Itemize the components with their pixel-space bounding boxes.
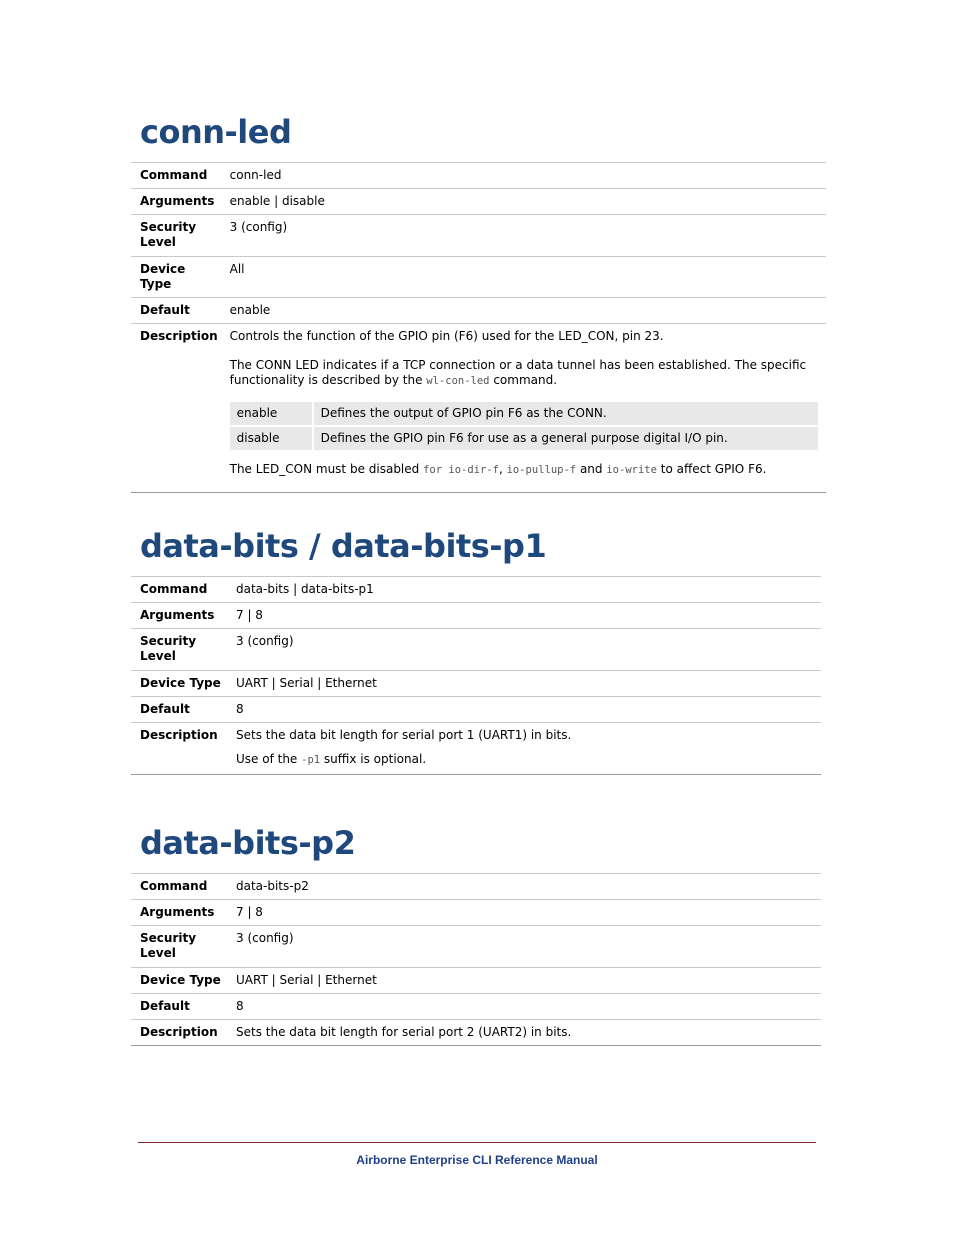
row-label: Description [131, 723, 230, 775]
table-row [131, 926, 821, 968]
row-label: Command [131, 874, 230, 900]
command-spec-table [131, 162, 826, 493]
row-value: enable [224, 298, 826, 324]
row-value: data-bits-p2 [230, 874, 821, 900]
row-value: UART | Serial | Ethernet [230, 968, 821, 994]
row-value: 7 | 8 [230, 900, 821, 926]
option-name: enable [230, 402, 312, 425]
option-description: Defines the output of GPIO pin F6 as the CONN. [314, 402, 818, 425]
row-value: 7 | 8 [230, 603, 821, 629]
row-value: data-bits | data-bits-p1 [230, 577, 821, 603]
table-row [131, 215, 826, 257]
row-label: Security Level [131, 215, 224, 257]
table-row [131, 257, 826, 298]
table-row [131, 874, 821, 900]
row-value: 3 (config) [230, 926, 821, 968]
description-cell [224, 324, 826, 493]
table-row [131, 629, 821, 671]
text-fragment: to affect GPIO F6. [656, 462, 767, 476]
command-spec-table [131, 873, 821, 1046]
table-row [131, 603, 821, 629]
table-row [131, 324, 826, 493]
table-row [131, 968, 821, 994]
section-title: data-bits-p2 [140, 824, 356, 862]
code-text: io-write [606, 464, 657, 476]
row-label: Command [131, 577, 230, 603]
row-value: 8 [230, 697, 821, 723]
row-label: Default [131, 994, 230, 1020]
text-fragment: The CONN LED indicates if a TCP connection or a data tunnel has been established. The specific functionality is described by the [229, 358, 807, 387]
footer-title: Airborne Enterprise CLI Reference Manual [356, 1153, 598, 1167]
text-fragment: The LED_CON must be disabled [229, 462, 424, 476]
description-text [230, 358, 820, 389]
description-text [236, 752, 815, 768]
row-value: All [224, 257, 826, 298]
description-text: Sets the data bit length for serial port 1 (UART1) in bits. [236, 728, 572, 742]
option-description: Defines the GPIO pin F6 for use as a general purpose digital I/O pin. [314, 427, 818, 450]
row-label: Arguments [131, 189, 224, 215]
description-cell [230, 723, 821, 775]
row-label: Arguments [131, 900, 230, 926]
table-row [131, 1020, 821, 1046]
text-fragment: , [498, 462, 507, 476]
text-fragment: Use of the [236, 752, 302, 766]
row-value: UART | Serial | Ethernet [230, 671, 821, 697]
section-conn-led [131, 113, 821, 493]
table-row [131, 723, 821, 775]
text-fragment: command. [489, 373, 558, 387]
table-row [131, 577, 821, 603]
table-row [131, 900, 821, 926]
text-fragment: and [576, 462, 607, 476]
description-text: Controls the function of the GPIO pin (F6) used for the LED_CON, pin 23. [229, 329, 664, 343]
row-value: 3 (config) [224, 215, 826, 257]
row-label: Description [131, 324, 224, 493]
row-value: Sets the data bit length for serial port 2 (UART2) in bits. [230, 1020, 821, 1046]
text-fragment: suffix is optional. [320, 752, 427, 766]
row-label: Security Level [131, 629, 230, 671]
code-text: for io-dir-f [423, 464, 499, 476]
section-data-bits-p2 [131, 824, 821, 1046]
table-row [131, 994, 821, 1020]
row-value: 8 [230, 994, 821, 1020]
row-label: Default [131, 697, 230, 723]
row-label: Default [131, 298, 224, 324]
code-text: -p1 [301, 754, 321, 766]
row-label: Device Type [131, 968, 230, 994]
option-name: disable [230, 427, 312, 450]
table-row [131, 189, 826, 215]
code-text: wl-con-led [426, 375, 490, 387]
description-text [230, 462, 820, 478]
row-value: conn-led [224, 163, 826, 189]
row-label: Device Type [131, 671, 230, 697]
code-text: io-pullup-f [506, 464, 577, 476]
table-row [131, 671, 821, 697]
footer-divider [138, 1142, 816, 1143]
row-value: 3 (config) [230, 629, 821, 671]
options-table [228, 400, 820, 452]
section-data-bits [131, 527, 821, 775]
option-row [230, 402, 818, 425]
option-row [230, 427, 818, 450]
row-value: enable | disable [224, 189, 826, 215]
row-label: Command [131, 163, 224, 189]
row-label: Security Level [131, 926, 230, 968]
row-label: Description [131, 1020, 230, 1046]
table-row [131, 298, 826, 324]
table-row [131, 697, 821, 723]
row-label: Arguments [131, 603, 230, 629]
command-spec-table [131, 576, 821, 775]
row-label: Device Type [131, 257, 224, 298]
section-title: conn-led [140, 113, 292, 151]
table-row [131, 163, 826, 189]
section-title: data-bits / data-bits-p1 [140, 527, 547, 565]
